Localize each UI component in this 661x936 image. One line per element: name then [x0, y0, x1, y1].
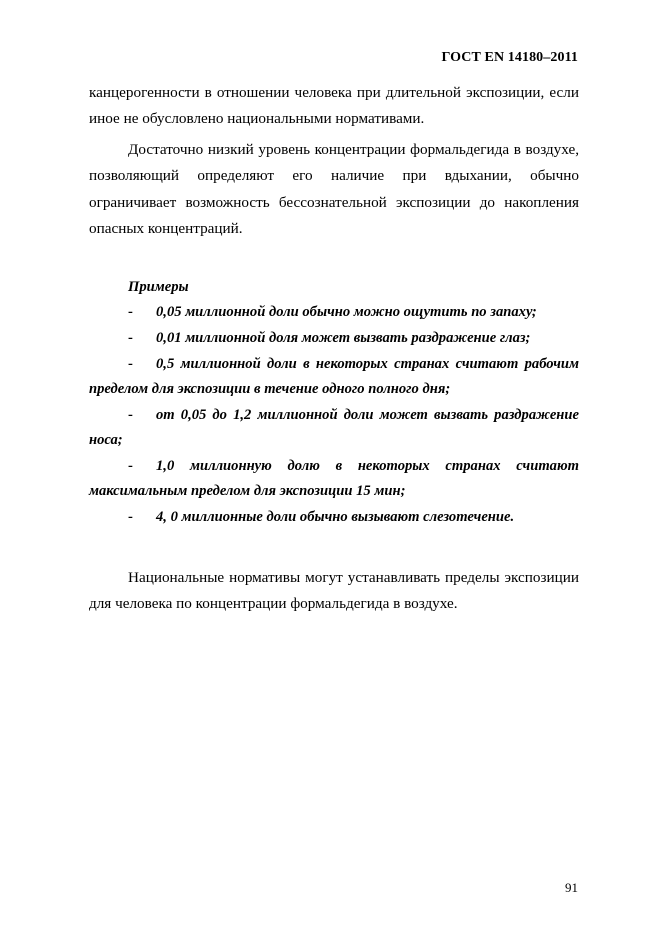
example-item: [89, 403, 579, 453]
paragraph-concentration-level: Достаточно низкий уровень концентрации формальдегида в воздухе, позволяющий определяют его наличие при вдыхании, обычно ограничивает возможность бессознательной экспозиции до накопления опасных концентраций.: [89, 141, 579, 238]
example-item-text: 1,0 миллионную долю в некоторых странах считают максимальным пределом для экспозиции 15 мин;: [89, 458, 579, 499]
examples-block: [89, 275, 579, 530]
bullet-dash: -: [128, 330, 133, 346]
bullet-dash: -: [128, 356, 133, 372]
example-item-text: 0,05 миллионной доли обычно можно ощутить по запаху;: [156, 304, 537, 320]
example-item-text: 0,5 миллионной доли в некоторых странах считают рабочим пределом для экспозиции в течение одного полного дня;: [89, 356, 579, 397]
examples-title: Примеры: [128, 279, 189, 295]
example-item: [89, 300, 579, 325]
example-item: [89, 454, 579, 504]
example-item-text: 0,01 миллионной доля может вызвать раздражение глаз;: [156, 330, 531, 346]
bullet-dash: -: [128, 304, 133, 320]
example-item: [89, 505, 579, 530]
paragraph-national-norms: Национальные нормативы могут устанавливать пределы экспозиции для человека по концентрации формальдегида в воздухе.: [89, 569, 579, 613]
bullet-dash: -: [128, 458, 133, 474]
bullet-dash: -: [128, 407, 133, 423]
page-number: 91: [565, 880, 578, 895]
document-code-header: ГОСТ EN 14180–2011: [441, 50, 578, 65]
example-item-text: 4, 0 миллионные доли обычно вызывают слезотечение.: [156, 509, 515, 525]
example-item: [89, 326, 579, 351]
example-item-text: от 0,05 до 1,2 миллионной доли может вызвать раздражение носа;: [89, 407, 579, 448]
paragraph-carcinogenicity: канцерогенности в отношении человека при длительной экспозиции, если иное не обусловлено национальными нормативами.: [89, 84, 579, 128]
example-item: [89, 352, 579, 402]
bullet-dash: -: [128, 509, 133, 525]
